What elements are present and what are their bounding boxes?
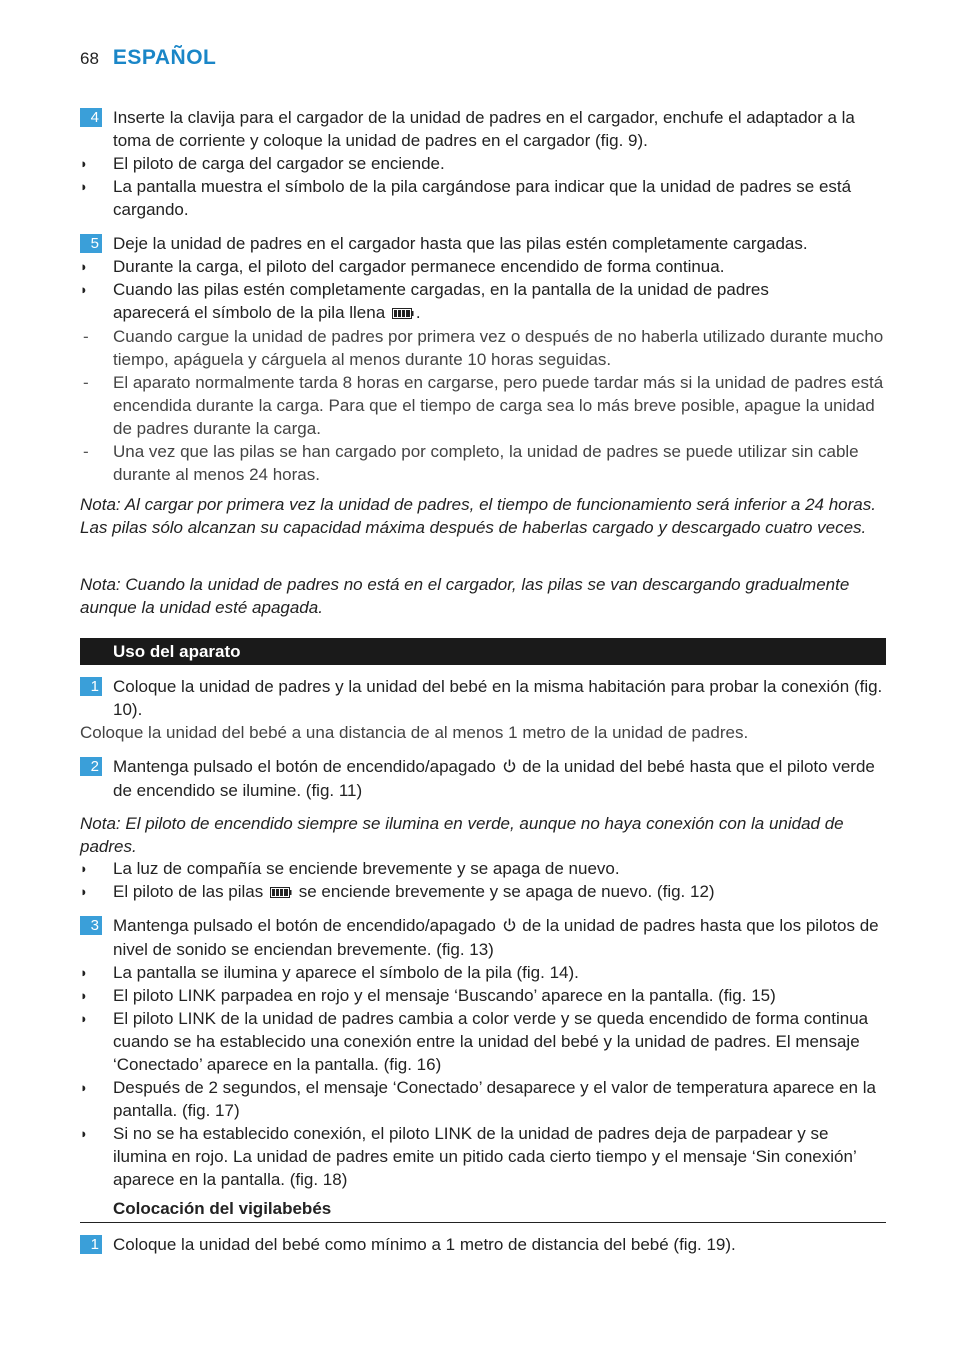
dash-item — [80, 440, 886, 486]
battery-full-icon — [270, 881, 292, 904]
dash-marker: - — [83, 442, 89, 461]
bullet-icon: ◗ — [80, 1080, 88, 1095]
dash-text: Cuando cargue la unidad de padres por primera vez o después de no haberla utilizado durante mucho tiempo, apáguela y cárguela al menos durante 10 horas seguidas. — [113, 327, 884, 369]
bullet-icon: ◗ — [80, 861, 88, 876]
bullet-item — [80, 152, 886, 175]
placement-step-1-text-line — [80, 1233, 886, 1256]
step-text: Inserte la clavija para el cargador de la unidad de padres en el cargador, enchufe el adaptador a la toma de corriente y coloque la unidad de padres en el cargador (fig. 9). — [113, 108, 855, 150]
use-step-2-bullets — [80, 857, 886, 904]
use-step-3-text-line — [80, 914, 886, 961]
step-subtext: Coloque la unidad del bebé a una distancia de al menos 1 metro de la unidad de padres. — [80, 723, 749, 742]
bullet-text-cont: se enciende brevemente y se apaga de nuevo. (fig. 12) — [298, 882, 715, 901]
language-heading: ESPAÑOL — [112, 46, 217, 69]
dash-text: El aparato normalmente tarda 8 horas en cargarse, pero puede tardar más si la unidad de padres está encendida durante la carga. Para que el tiempo de carga sea lo más breve posible, apague la unidad de padres durante la carga. — [113, 373, 884, 438]
step-text-cont: de la unidad de padres hasta que los pilotos de nivel de sonido se enciendan brevemente. (fig. 13) — [113, 916, 879, 959]
bullet-text: La luz de compañía se enciende brevemente y se apaga de nuevo. — [113, 859, 620, 878]
bullet-icon: ◗ — [80, 282, 88, 297]
bullet-text: El piloto LINK de la unidad de padres cambia a color verde y se queda encendido de forma continua cuando se ha establecido una conexión entre la unidad del bebé y la unidad de padres. El mensaje ‘Conectado’ aparece en la pantalla. (fig. 16) — [113, 1009, 869, 1074]
bullet-item — [80, 1122, 886, 1191]
bullet-text: Después de 2 segundos, el mensaje ‘Conectado’ desaparece y el valor de temperatura aparece en la pantalla. (fig. 17) — [113, 1078, 876, 1120]
note-1: Nota: Al cargar por primera vez la unidad de padres, el tiempo de funcionamiento será inferior a 24 horas. Las pilas sólo alcanzan su capacidad máxima después de haberlas cargado y descargado cuatro veces. — [80, 495, 876, 537]
step-text: Mantenga pulsado el botón de encendido/apagado — [113, 757, 496, 776]
bullet-text: Cuando las pilas estén completamente cargadas, en la pantalla de la unidad de padres — [113, 280, 769, 299]
step-4-text-line — [80, 106, 886, 152]
placement-step-1 — [80, 1233, 886, 1256]
dash-text: Una vez que las pilas se han cargado por completo, la unidad de padres se puede utilizar sin cable durante al menos 24 horas. — [113, 442, 859, 484]
subsection-heading — [80, 1197, 886, 1223]
page-number: 68 — [80, 49, 99, 68]
bullet-item — [80, 880, 886, 904]
step-text: Coloque la unidad del bebé como mínimo a 1 metro de distancia del bebé (fig. 19). — [113, 1235, 736, 1254]
bullet-item — [80, 984, 886, 1007]
bullet-text: El piloto de carga del cargador se enciende. — [113, 154, 445, 173]
bullet-icon: ◗ — [80, 884, 88, 899]
note-2: Nota: Cuando la unidad de padres no está en el cargador, las pilas se van descargando gradualmente aunque la unidad esté apagada. — [80, 575, 850, 617]
use-step-2 — [80, 755, 886, 802]
use-step-1 — [80, 675, 886, 744]
power-icon — [503, 915, 516, 938]
step-5 — [80, 232, 886, 486]
note-3: Nota: El piloto de encendido siempre se ilumina en verde, aunque no haya conexión con la unidad de padres. — [80, 814, 844, 856]
bullet-text: aparecerá el símbolo de la pila llena — [113, 303, 386, 322]
dash-marker: - — [83, 373, 89, 392]
step-text: Deje la unidad de padres en el cargador hasta que las pilas estén completamente cargadas. — [113, 234, 808, 253]
bullet-text: El piloto de las pilas — [113, 882, 264, 901]
bullet-text: El piloto LINK parpadea en rojo y el mensaje ‘Buscando’ aparece en la pantalla. (fig. 15) — [113, 986, 776, 1005]
use-step-2-text-line — [80, 755, 886, 802]
step-text-cont: de la unidad del bebé hasta que el piloto verde de encendido se ilumine. (fig. 11) — [113, 757, 875, 800]
bullet-item — [80, 961, 886, 984]
dash-item — [80, 325, 886, 371]
step-number: 3 — [80, 916, 102, 935]
bullet-icon: ◗ — [80, 988, 88, 1003]
step-number: 1 — [80, 677, 102, 696]
bullet-icon: ◗ — [80, 179, 88, 194]
step-text: Mantenga pulsado el botón de encendido/apagado — [113, 916, 496, 935]
page-header — [80, 46, 216, 70]
bullet-icon: ◗ — [80, 1126, 88, 1141]
bullet-item — [80, 1007, 886, 1076]
power-icon — [503, 756, 516, 779]
bullet-text: Durante la carga, el piloto del cargador permanece encendido de forma continua. — [113, 257, 725, 276]
bullet-item — [80, 1076, 886, 1122]
battery-full-icon — [392, 302, 414, 325]
step-5-text-line — [80, 232, 886, 255]
bullet-icon: ◗ — [80, 1011, 88, 1026]
section-title-bar — [80, 638, 886, 665]
use-step-1-text-line — [80, 675, 886, 721]
bullet-icon: ◗ — [80, 156, 88, 171]
dash-marker: - — [83, 327, 89, 346]
bullet-text: La pantalla se ilumina y aparece el símbolo de la pila (fig. 14). — [113, 963, 579, 982]
step-number: 2 — [80, 757, 102, 776]
bullet-item — [80, 175, 886, 221]
bullet-icon: ◗ — [80, 259, 88, 274]
step-number: 5 — [80, 234, 102, 253]
bullet-icon: ◗ — [80, 965, 88, 980]
bullet-text: La pantalla muestra el símbolo de la pila cargándose para indicar que la unidad de padres se está cargando. — [113, 177, 852, 219]
step-4 — [80, 106, 886, 221]
bullet-text-end: . — [415, 303, 421, 322]
step-text: Coloque la unidad de padres y la unidad del bebé en la misma habitación para probar la conexión (fig. 10). — [113, 677, 883, 719]
dash-item — [80, 371, 886, 440]
step-number: 1 — [80, 1235, 102, 1254]
section-title: Uso del aparato — [113, 642, 241, 661]
bullet-item — [80, 255, 886, 278]
bullet-text: Si no se ha establecido conexión, el piloto LINK de la unidad de padres deja de parpadear y se ilumina en rojo. La unidad de padres emite un pitido cada cierto tiempo y el mensaje ‘Sin conexión’ aparece en la pantalla. (fig. 18) — [113, 1124, 857, 1189]
step-number: 4 — [80, 108, 102, 127]
use-step-3 — [80, 914, 886, 1191]
subsection-title: Colocación del vigilabebés — [113, 1199, 332, 1218]
bullet-item — [80, 278, 886, 325]
bullet-item — [80, 857, 886, 880]
